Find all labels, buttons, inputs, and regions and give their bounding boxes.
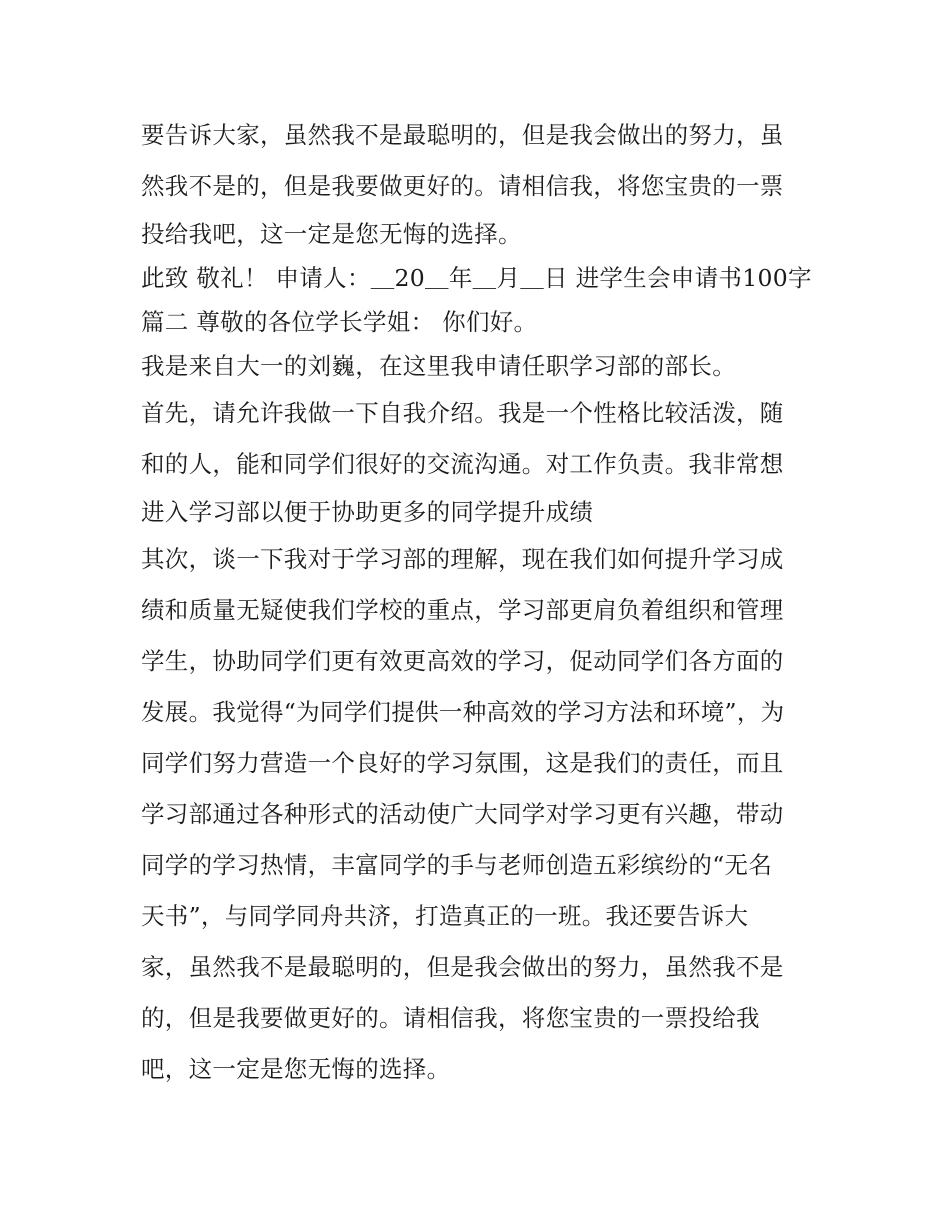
text-line: 我是来自大一的刘巍，在这里我申请任职学习部的部长。 [141,352,736,380]
text-line: 同学的学习热情，丰富同学的手与老师创造五彩缤纷的“无名 [141,851,773,879]
text-line: 篇二 尊敬的各位学长学姐： 你们好。 [141,308,538,336]
text-line: 吧，这一定是您无悔的选择。 [141,1055,451,1083]
text-line: 学习部通过各种形式的活动使广大同学对学习更有兴趣，带动 [141,800,784,828]
document-body [141,110,821,1095]
text-line: 投给我吧，这一定是您无悔的选择。 [141,220,522,248]
text-line: 要告诉大家，虽然我不是最聪明的，但是我会做出的努力，虽 [141,121,784,149]
text-line: 然我不是的，但是我要做更好的。请相信我，将您宝贵的一票 [141,172,784,200]
text-line: 同学们努力营造一个良好的学习氛围，这是我们的责任，而且 [141,749,784,777]
text-line: 绩和质量无疑使我们学校的重点，学习部更肩负着组织和管理 [141,596,784,624]
text-line: 首先，请允许我做一下自我介绍。我是一个性格比较活泼，随 [141,399,784,427]
text-line: 和的人，能和同学们很好的交流沟通。对工作负责。我非常想 [141,450,784,478]
text-line: 家，虽然我不是最聪明的，但是我会做出的努力，虽然我不是 [141,953,784,981]
text-line: 天书”，与同学同舟共济，打造真正的一班。我还要告诉大 [141,902,749,930]
text-line: 进入学习部以便于协助更多的同学提升成绩 [141,498,594,526]
text-line: 的，但是我要做更好的。请相信我，将您宝贵的一票投给我 [141,1004,760,1032]
text-line: 其次，谈一下我对于学习部的理解，现在我们如何提升学习成 [141,545,784,573]
text-line: 发展。我觉得“为同学们提供一种高效的学习方法和环境”，为 [141,698,785,726]
text-line: 此致 敬礼！ 申请人：＿20＿年＿月＿日 进学生会申请书100字 [141,264,812,292]
text-line: 学生，协助同学们更有效更高效的学习，促动同学们各方面的 [141,647,784,675]
